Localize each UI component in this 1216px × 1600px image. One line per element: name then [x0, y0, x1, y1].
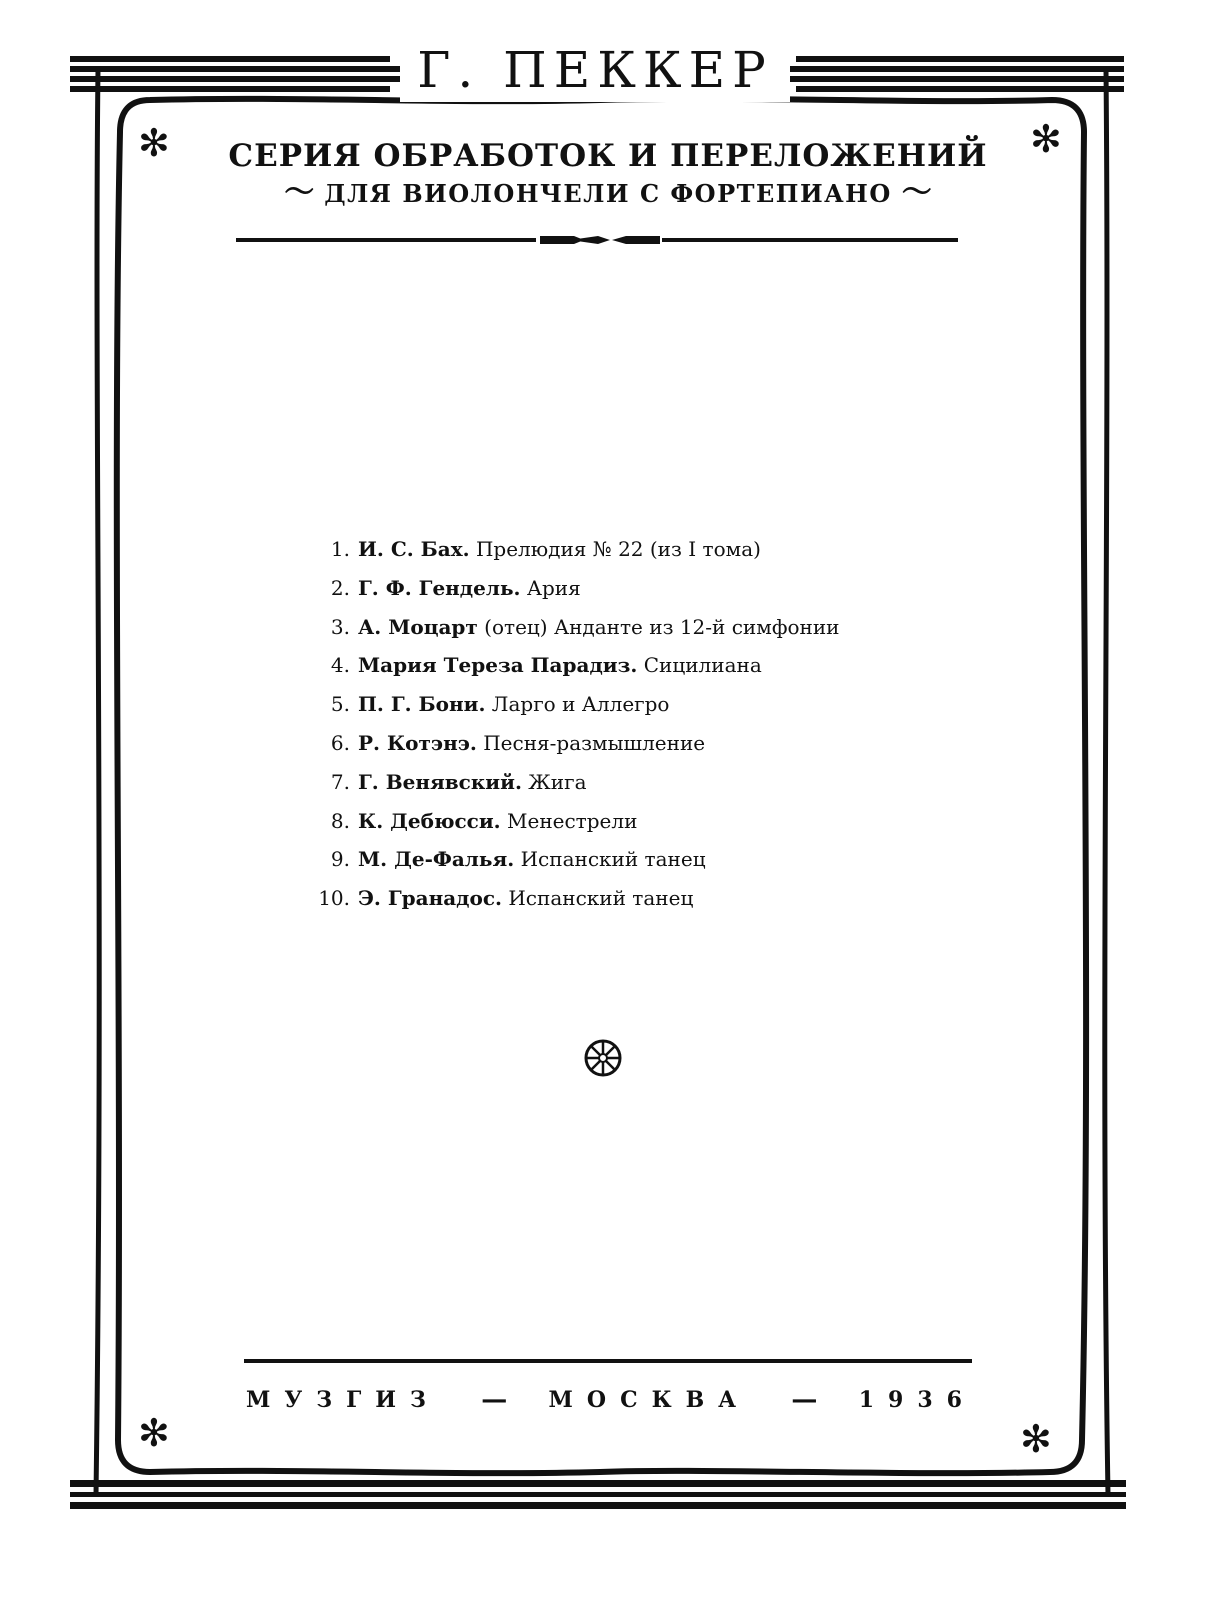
- piece-title: Испанский танец: [520, 847, 706, 872]
- piece-title: Прелюдия № 22 (из I тома): [475, 537, 761, 561]
- imprint-rule: [244, 1359, 972, 1363]
- composer-name: П. Г. Бони.: [358, 692, 486, 717]
- composer-name: К. Дебюсси.: [358, 808, 501, 833]
- list-item: [300, 724, 980, 763]
- item-number: 5.: [330, 692, 350, 717]
- imprint-line: [246, 1385, 976, 1415]
- list-item: [300, 608, 980, 647]
- item-number: 9.: [330, 847, 350, 872]
- item-number: 8.: [330, 808, 350, 833]
- publication-year: 1936: [858, 1387, 976, 1413]
- list-item: [300, 802, 980, 841]
- piece-title: Жига: [528, 769, 587, 794]
- composer-name: Г. Венявский.: [358, 769, 522, 794]
- imprint-separator: —: [791, 1385, 818, 1415]
- series-subtitle-row: [200, 175, 1016, 210]
- item-number: 10.: [318, 886, 350, 911]
- bottom-stripes: [70, 1480, 1126, 1509]
- item-number: 2.: [330, 575, 350, 600]
- composer-name: Р. Котэнэ.: [358, 730, 477, 755]
- item-number: 7.: [330, 769, 350, 794]
- list-item: [300, 763, 980, 802]
- item-number: 1.: [330, 537, 350, 561]
- list-item: [300, 685, 980, 724]
- list-item: [300, 646, 980, 685]
- piece-title: Песня-размышление: [483, 730, 706, 755]
- list-item: [300, 840, 980, 879]
- list-item: [300, 569, 980, 608]
- piece-title: Ария: [526, 575, 581, 600]
- flourish-left: 〜: [284, 175, 315, 210]
- rosette-ornament-icon: [583, 1038, 623, 1078]
- list-item: [300, 530, 980, 569]
- piece-title: Ларго и Аллегро: [491, 692, 670, 717]
- series-title: СЕРИЯ ОБРАБОТОК И ПЕРЕЛОЖЕНИЙ: [228, 138, 988, 174]
- composer-name: И. С. Бах.: [358, 537, 470, 561]
- corner-asterisk-bottom-right: ✻: [1020, 1417, 1052, 1461]
- corner-asterisk-top-right: ✻: [1030, 117, 1062, 161]
- series-subtitle: ДЛЯ ВИОЛОНЧЕЛИ С ФОРТЕПИАНО: [324, 178, 892, 208]
- piece-title: Сицилиана: [643, 653, 762, 678]
- item-number: 6.: [330, 730, 350, 755]
- publisher-city: МОСКВА: [548, 1387, 751, 1413]
- piece-title: (отец) Анданте из 12-й симфонии: [484, 614, 840, 639]
- piece-title: Испанский танец: [508, 886, 694, 911]
- composer-name: Э. Гранадос.: [358, 886, 502, 911]
- heading-divider: [236, 236, 958, 244]
- publisher-name: МУЗГИЗ: [246, 1387, 440, 1413]
- imprint-separator: —: [481, 1385, 508, 1415]
- item-number: 4.: [330, 653, 350, 678]
- composer-name: Мария Тереза Парадиз.: [358, 653, 638, 678]
- composer-name: М. Де-Фалья.: [358, 847, 515, 872]
- composer-name: Г. Ф. Гендель.: [358, 575, 521, 600]
- author-name: Г. ПЕККЕР: [400, 38, 790, 102]
- flourish-right: 〜: [901, 175, 932, 210]
- composer-name: А. Моцарт: [358, 614, 478, 639]
- item-number: 3.: [330, 614, 350, 639]
- corner-asterisk-top-left: ✻: [138, 121, 170, 165]
- corner-asterisk-bottom-left: ✻: [138, 1411, 170, 1455]
- contents-list: [300, 530, 980, 918]
- list-item: [300, 879, 980, 918]
- piece-title: Менестрели: [507, 808, 638, 833]
